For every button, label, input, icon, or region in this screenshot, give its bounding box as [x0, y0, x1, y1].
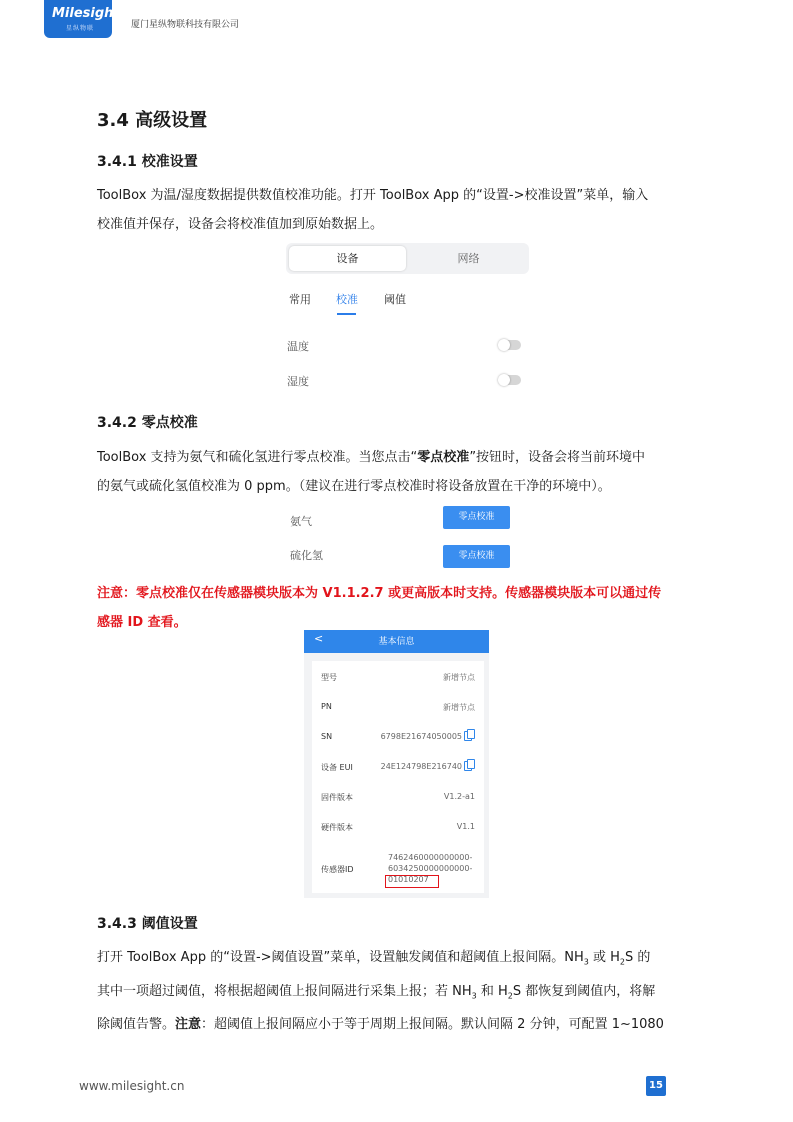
text-line: 校准值并保存，设备会将校准值加到原始数据上。: [97, 217, 384, 232]
sensor-id-line: 01010207: [388, 875, 429, 884]
subscript: 3: [583, 957, 589, 967]
text-line: [97, 943, 697, 977]
toggle-knob: [498, 374, 510, 386]
footer-url[interactable]: www.milesight.cn: [79, 1079, 185, 1093]
text-span: 其中一项超过阈值，将根据超阈值上报间隔进行采集上报；若 NH: [97, 983, 472, 999]
highlight-box: [385, 875, 439, 888]
info-value-firmware: V1.2-a1: [443, 792, 475, 801]
subscript: 2: [507, 991, 513, 1001]
row-label-humidity: 湿度: [287, 375, 309, 388]
info-label-sn: SN: [321, 732, 333, 741]
info-label-eui: 设备 EUI: [321, 763, 353, 772]
warning-note: [97, 579, 697, 637]
paragraph-zero: [97, 443, 697, 501]
text-span: 或 H: [588, 950, 620, 965]
text-line: ToolBox 为温/湿度数据提供数值校准功能。打开 ToolBox App 的“设置->校准设置”菜单，输入: [97, 188, 649, 203]
text-bold: 注意: [175, 1017, 202, 1033]
subsection-title-threshold: 3.4.3 阈值设置: [97, 916, 198, 932]
back-icon[interactable]: <: [314, 632, 324, 645]
toggle-temperature[interactable]: [499, 340, 521, 350]
info-value-hardware: V1.1: [456, 822, 475, 831]
section-title: 3.4 高级设置: [97, 110, 208, 131]
subtab-general[interactable]: 常用: [289, 293, 311, 306]
info-value-model: 新增节点: [443, 673, 475, 682]
subtab-threshold[interactable]: 阈值: [384, 293, 406, 306]
paragraph-threshold: [97, 943, 697, 1039]
text-span: ”按钮时，设备会将当前环境中: [469, 450, 646, 465]
zero-calib-h2s-button[interactable]: 零点校准: [443, 545, 510, 568]
logo: Milesight: [52, 6, 120, 21]
row-label-temperature: 温度: [287, 340, 309, 353]
text-line: [97, 1010, 697, 1039]
row-label-ammonia: 氨气: [290, 515, 312, 528]
info-label-firmware: 固件版本: [321, 793, 353, 802]
info-value-eui: 24E124798E216740: [380, 762, 462, 771]
text-span: ：超阈值上报间隔应小于等于周期上报间隔。默认间隔 2 分钟，可配置 1~1080: [201, 1017, 664, 1033]
text-span: 和 H: [476, 983, 508, 999]
copy-icon-front: [467, 759, 475, 769]
text-span: S 的: [625, 950, 651, 965]
subscript: 3: [471, 991, 477, 1001]
text-span: 除阈值告警。: [97, 1017, 176, 1033]
info-label-sensor-id: 传感器ID: [321, 865, 354, 874]
text-line: 感器 ID 查看。: [97, 615, 187, 630]
text-span: S 都恢复到阈值内，将解: [512, 983, 656, 999]
row-label-h2s: 硫化氢: [290, 549, 323, 562]
page-number: 15: [646, 1076, 666, 1096]
logo-subtitle: 星纵物联: [66, 25, 95, 32]
copy-icon[interactable]: [467, 729, 475, 739]
subsection-title-zero: 3.4.2 零点校准: [97, 415, 198, 431]
sensor-id-line: 7462460000000000-: [388, 853, 473, 862]
tab-network[interactable]: 网络: [457, 252, 480, 265]
company-name: 厦门星纵物联科技有限公司: [131, 20, 240, 30]
subscript: 2: [619, 957, 625, 967]
subtab-calibration[interactable]: 校准: [336, 293, 358, 306]
text-line: 注意：零点校准仅在传感器模块版本为 V1.1.2.7 或更高版本时支持。传感器模块版本可以通过传: [97, 586, 662, 601]
text-line: [97, 977, 697, 1011]
info-label-pn: PN: [321, 702, 332, 711]
subsection-title-calibration: 3.4.1 校准设置: [97, 154, 198, 170]
active-tab-indicator: [337, 313, 356, 315]
copy-icon-front: [467, 729, 475, 739]
toggle-humidity[interactable]: [499, 375, 521, 385]
copy-icon[interactable]: [467, 759, 475, 769]
info-value-pn: 新增节点: [443, 703, 475, 712]
text-span: ToolBox 支持为氨气和硫化氢进行零点校准。当您点击“: [97, 450, 418, 465]
info-label-model: 型号: [321, 673, 337, 682]
basic-info-title: 基本信息: [378, 637, 415, 647]
text-bold: 零点校准: [417, 450, 470, 465]
text-line: 的氨气或硫化氢值校准为 0 ppm。（建议在进行零点校准时将设备放置在干净的环境中）。: [97, 479, 611, 494]
text-span: 打开 ToolBox App 的“设置->阈值设置”菜单，设置触发阈值和超阈值上报间隔。NH: [97, 950, 584, 965]
toggle-knob: [498, 339, 510, 351]
zero-calib-ammonia-button[interactable]: 零点校准: [443, 506, 510, 529]
text-line: [97, 443, 697, 472]
paragraph-calibration: [97, 181, 697, 239]
sensor-id-line: 6034250000000000-: [388, 864, 473, 873]
tab-device[interactable]: 设备: [289, 246, 406, 271]
info-label-hardware: 硬件版本: [321, 823, 353, 832]
info-value-sn: 6798E21674050005: [380, 732, 462, 741]
